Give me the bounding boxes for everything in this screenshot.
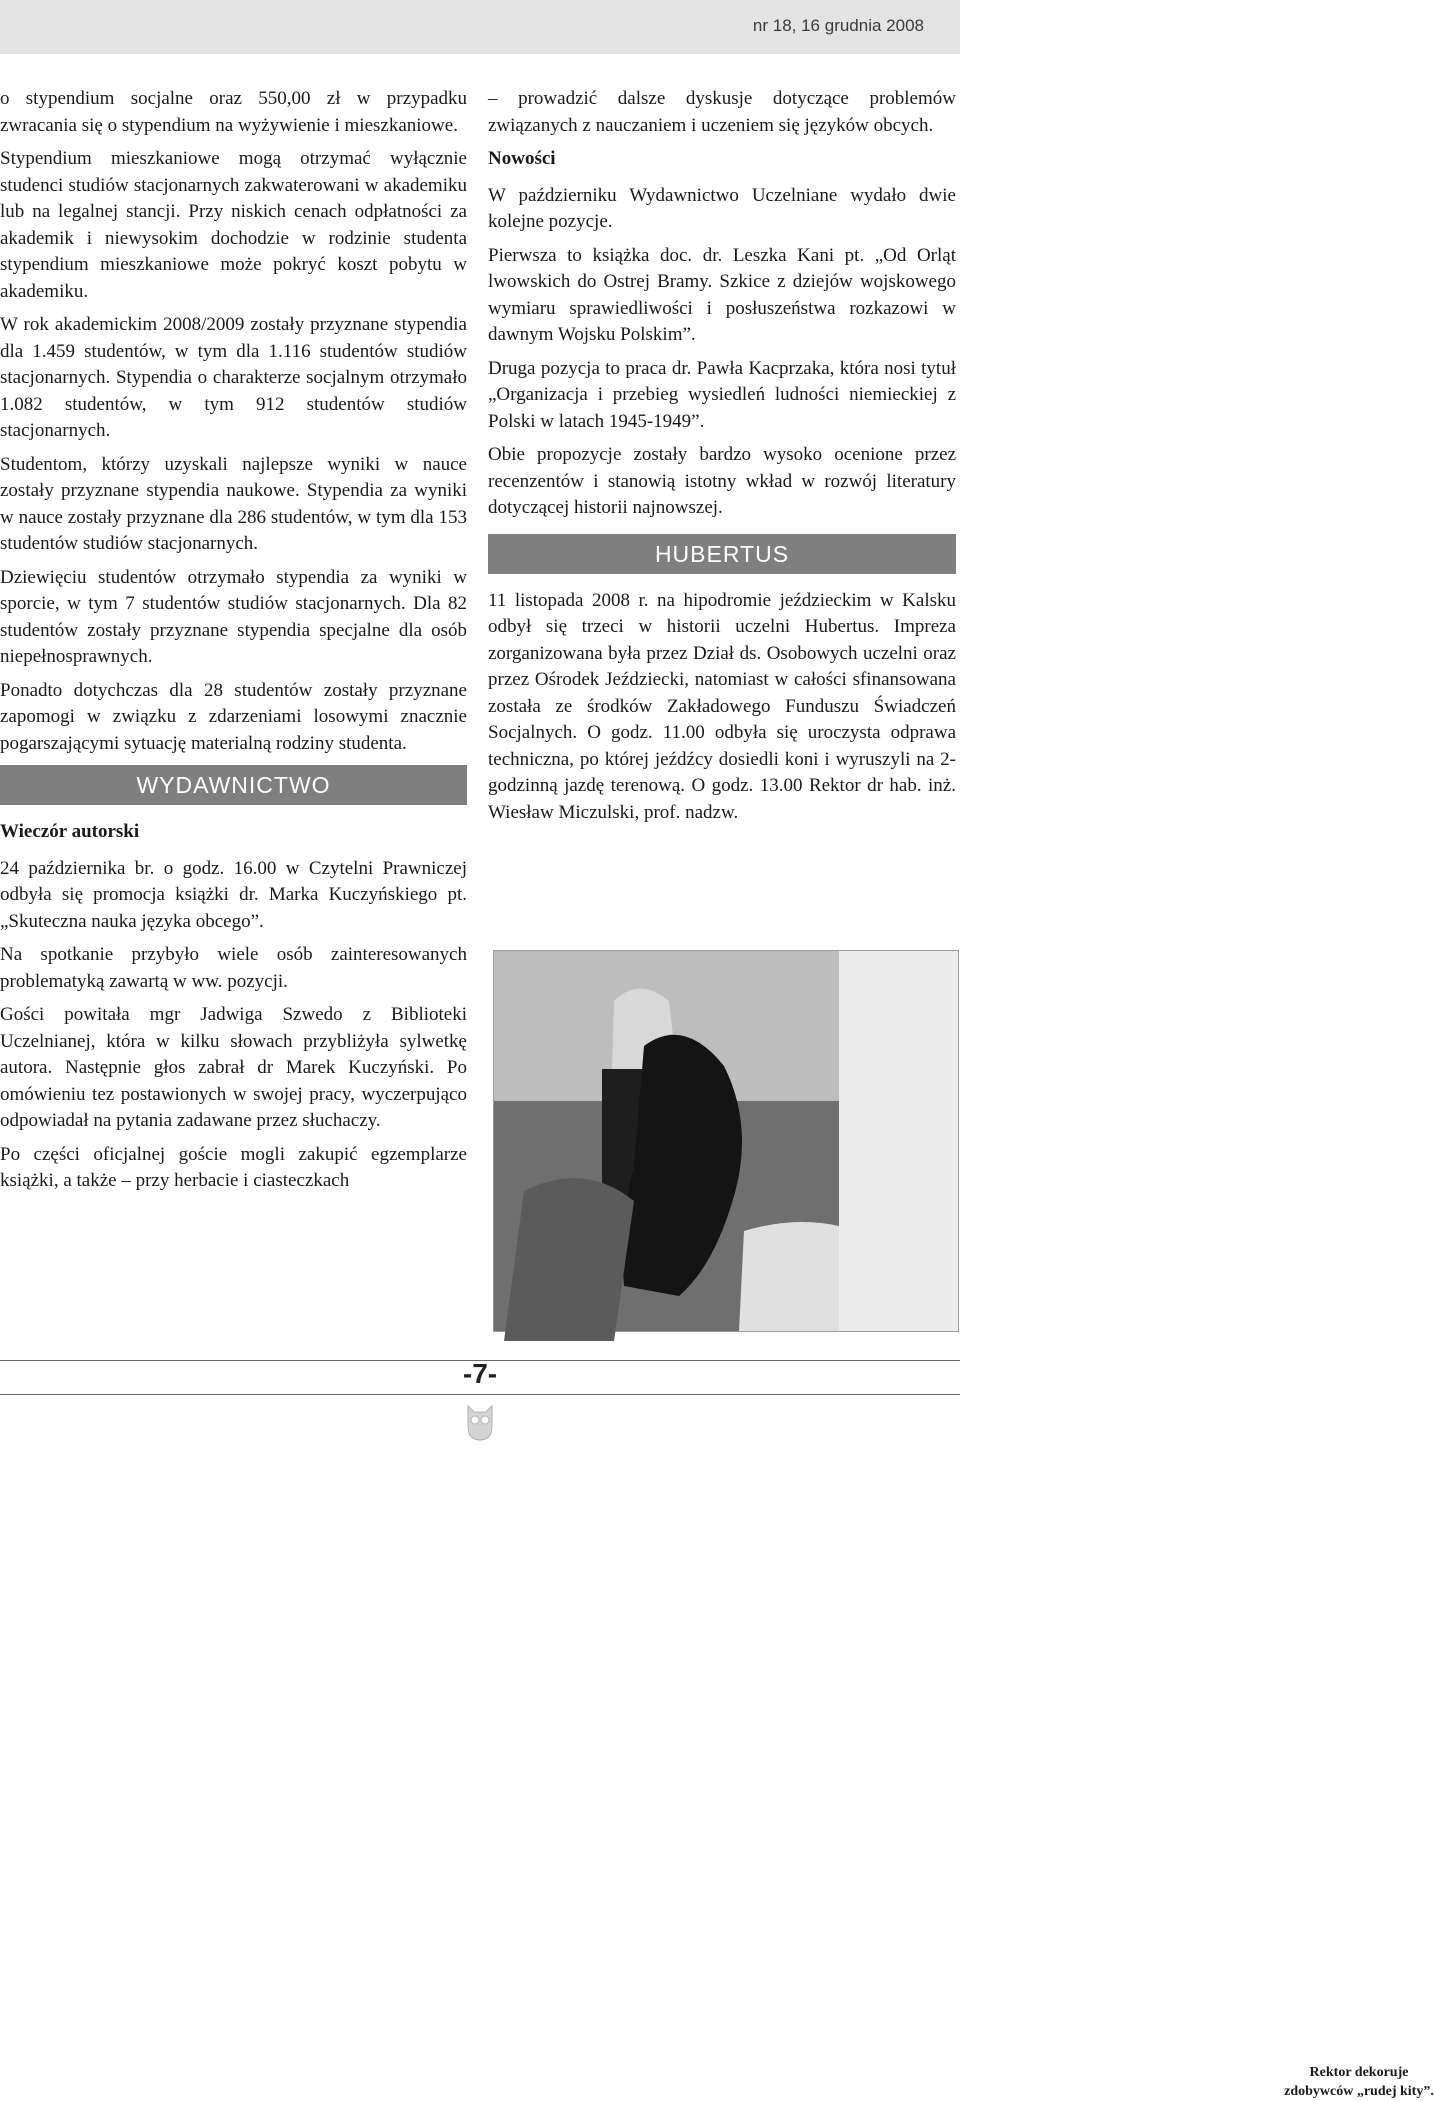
paragraph: W rok akademickim 2008/2009 zostały przyznane stypendia dla 1.459 studentów, w tym dla 1.116 studentów studiów stacjonarnych. Stypendia o charakterze socjalnym otrzymało 1.082 studentów, w tym 912 studentów studiów stacjonarnych.: [0, 314, 467, 441]
paragraph: Druga pozycja to praca dr. Pawła Kacprzaka, która nosi tytuł „Organizacja i przebieg wysiedleń ludności niemieckiej z Polski w latach 1945-1949”.: [488, 357, 956, 432]
paragraph: 11 listopada 2008 r. na hipodromie jeździeckim w Kalsku odbył się trzeci w historii uczelni Hubertus. Impreza zorganizowana była przez Dział ds. Osobowych uczelni oraz przez Ośrodek Jeździecki, natomiast w całości sfinansowana została ze środków Zakładowego Funduszu Świadczeń Socjalnych. O godz. 11.00 odbyła się uroczysta odprawa techniczna, po której jeźdźcy dosiedli koni i wyruszyli na 2-godzinną jazdę terenową. O godz. 13.00 Rektor dr hab. inż. Wiesław Miczulski, prof. nadzw.: [488, 589, 956, 823]
photo-illustration: [494, 951, 839, 1331]
issue-label: nr 18, 16 grudnia 2008: [752, 16, 924, 35]
paragraph: W październiku Wydawnictwo Uczelniane wydało dwie kolejne pozycje.: [488, 184, 956, 232]
paragraph: 24 października br. o godz. 16.00 w Czytelni Prawniczej odbyła się promocja książki dr. Marka Kuczyńskiego pt. „Skuteczna nauka języka obcego”.: [0, 857, 467, 932]
left-column: [0, 86, 467, 1202]
paragraph: Po części oficjalnej goście mogli zakupić egzemplarze książki, a także – przy herbacie i ciasteczkach: [0, 1143, 467, 1191]
page-number: -7-: [462, 1358, 498, 1389]
paragraph: Gości powitała mgr Jadwiga Szwedo z Biblioteki Uczelnianej, która w kilku słowach przybliżyła sylwetkę autora. Następnie głos zabrał dr Marek Kuczyński. Po omówieniu tez postawionych w swojej pracy, wyczerpująco odpowiadał na pytania zadawane przez słuchaczy.: [0, 1004, 467, 1131]
paragraph: Ponadto dotychczas dla 28 studentów zostały przyznane zapomogi w związku z zdarzeniami losowymi znacznie pogarszającymi sytuację materialną rodziny studenta.: [0, 679, 467, 754]
subheading-nowosci: Nowości: [488, 148, 556, 169]
paragraph: – prowadzić dalsze dyskusje dotyczące problemów związanych z nauczaniem i uczeniem się języków obcych.: [488, 88, 956, 136]
paragraph: Stypendium mieszkaniowe mogą otrzymać wyłącznie studenci studiów stacjonarnych zakwaterowani w akademiku lub na legalnej stancji. Przy niskich cenach odpłatności za akademik i niewysokim dochodzie w rodzinie studenta stypendium mieszkaniowe może pokryć koszt pobytu w akademiku.: [0, 148, 467, 302]
paragraph: o stypendium socjalne oraz 550,00 zł w przypadku zwracania się o stypendium na wyżywienie i mieszkaniowe.: [0, 88, 467, 136]
hubertus-photo: [493, 950, 1434, 2099]
right-column: [488, 86, 956, 833]
paragraph: Na spotkanie przybyło wiele osób zainteresowanych problematyką zawartą w ww. pozycji.: [0, 944, 467, 992]
photo-caption: Rektor dekoruje zdobywców „rudej kity”.: [1284, 2065, 1434, 2099]
paragraph: Obie propozycje zostały bardzo wysoko ocenione przez recenzentów i stanowią istotny wkład w rozwój literatury dotyczącej historii najnowszej.: [488, 444, 956, 518]
section-title-hubertus: HUBERTUS: [488, 534, 956, 574]
footer-rule: [0, 1394, 960, 1395]
paragraph: Dziewięciu studentów otrzymało stypendia za wyniki w sporcie, w tym 7 studentów studiów stacjonarnych. Dla 82 studentów zostały przyznane stypendia specjalne dla osób niepełnosprawnych.: [0, 566, 467, 667]
subheading-wieczor-autorski: Wieczór autorski: [0, 821, 140, 842]
paragraph: Studentom, którzy uzyskali najlepsze wyniki w nauce zostały przyznane stypendia naukowe. Stypendia za wyniki w nauce zostały przyznane dla 286 studentów, w tym dla 153 studentów studiów stacjonarnych.: [0, 453, 467, 554]
owl-logo-icon: [462, 1398, 498, 1442]
section-title-wydawnictwo: WYDAWNICTWO: [0, 765, 467, 805]
paragraph: Pierwsza to książka doc. dr. Leszka Kani pt. „Od Orląt lwowskich do Ostrej Bramy. Szkice z dziejów wojskowego wymiaru sprawiedliwości i posłuszeństwa rozkazowi w dawnym Wojsku Polskim”.: [488, 244, 956, 345]
